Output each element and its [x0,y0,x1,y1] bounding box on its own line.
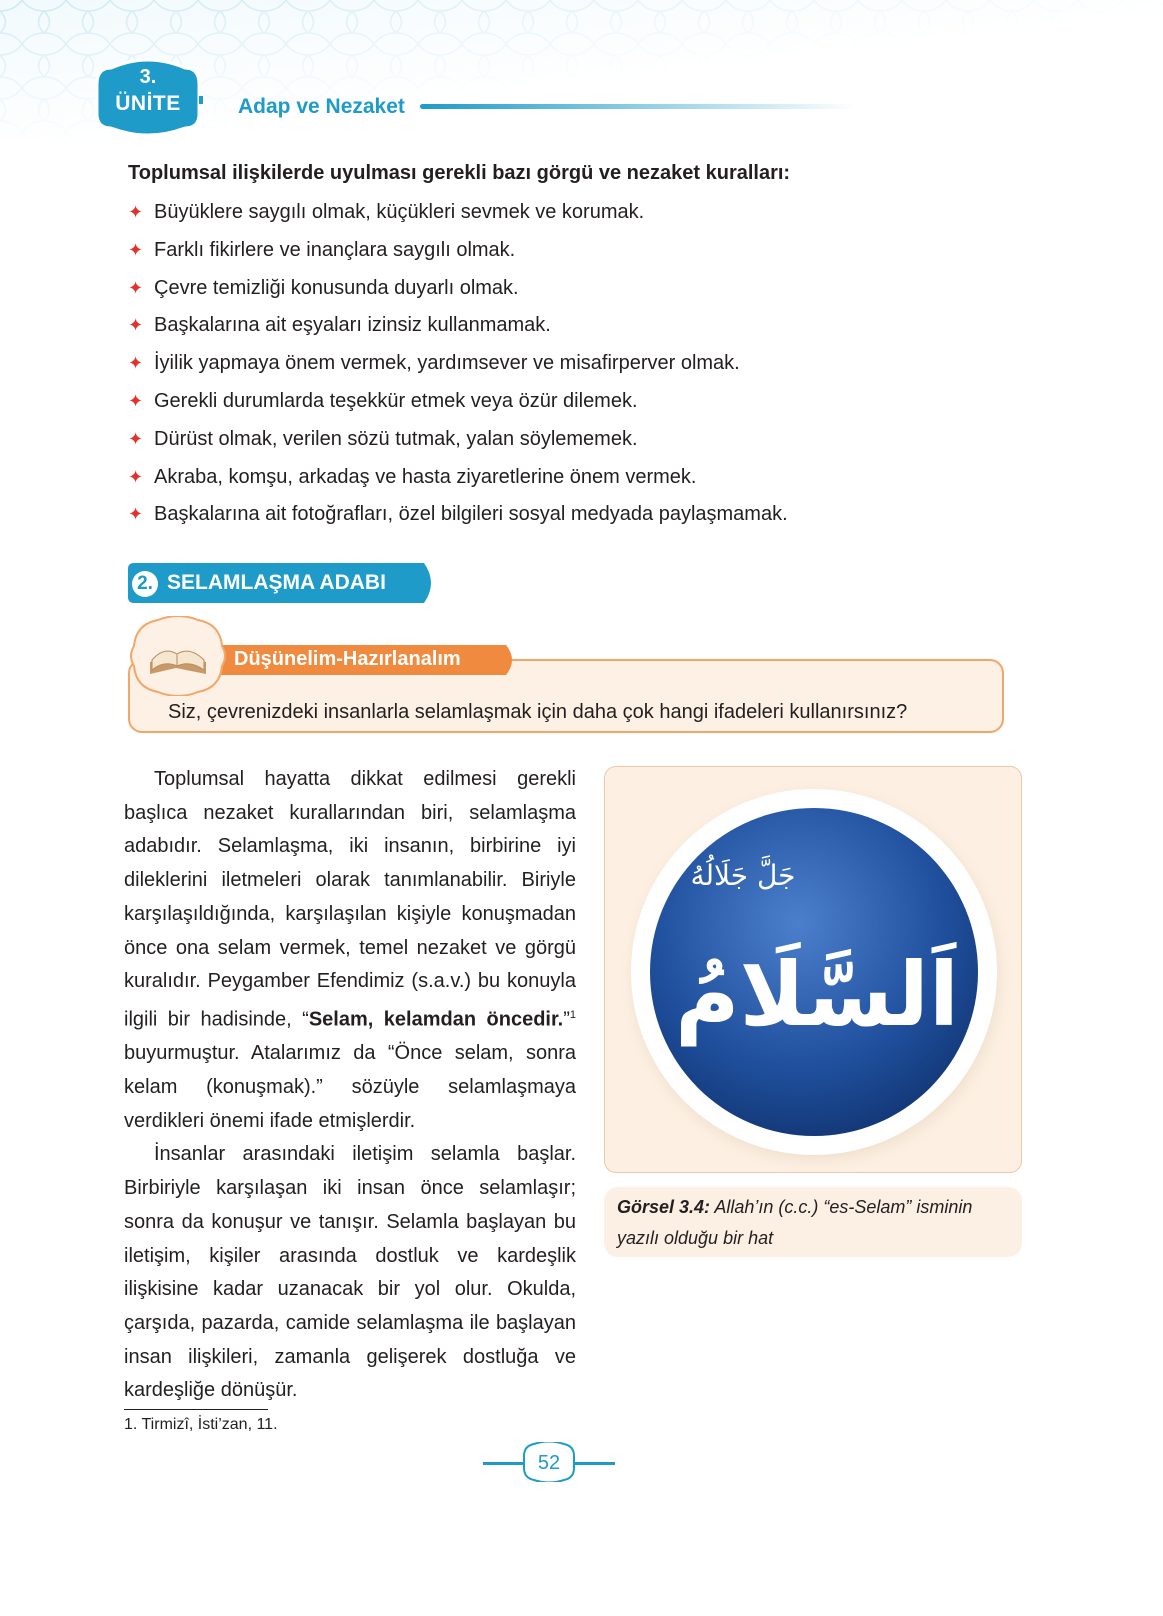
figure-image [604,766,1022,1173]
body-text [124,763,576,1408]
paragraph: İnsanlar arasındaki iletişim selamla başlar. Birbiriyle karşılaşan iki insan önce selamlaşır; sonra da konuşur ve tanışır. Selamla başlayan bu iletişim, kişiler arasında dostluk ve kardeşlik ilişkisine kadar uzanacak bir yol olur. Okulda, çarşıda, pazarda, camide selamlaşma ile başlayan insan ilişkileri, zamanla gelişerek dostluğa ve kardeşliğe dönüşür. [124,1143,576,1402]
star-bullet-icon: ✦ [128,202,144,222]
page-number: 52 [537,1452,561,1474]
star-bullet-icon: ✦ [128,353,144,374]
list-item: ✦ Başkalarına ait eşyaları izinsiz kullanmamak. [128,314,551,337]
hadith-quote: Selam, kelamdan öncedir. [308,1008,564,1031]
caption-text: Allah’ın (c.c.) “es-Selam” isminin yazılı olduğu bir hat [617,1197,973,1248]
unit-number: 3. [139,66,157,88]
page-line-left [483,1462,525,1465]
section-number: 2. [132,571,158,597]
rules-list [128,200,788,540]
list-item: ✦ Akraba, komşu, arkadaş ve hasta ziyaretlerine önem vermek. [128,465,697,488]
list-item: ✦ Başkalarına ait fotoğrafları, özel bilgileri sosyal medyada paylaşmamak. [128,503,788,526]
footnote: 1. Tirmizî, İsti’zan, 11. [124,1416,278,1433]
list-item: ✦ İyilik yapmaya önem vermek, yardımsever ve misafirperver olmak. [128,352,740,375]
think-question: Siz, çevrenizdeki insanlarla selamlaşmak için daha çok hangi ifadeleri kullanırsınız? [168,701,908,723]
footnote-divider [124,1409,268,1410]
star-bullet-icon: ✦ [128,315,144,336]
unit-title-line [420,104,856,109]
unit-title: Adap ve Nezaket [238,95,405,118]
star-bullet-icon: ✦ [128,466,144,487]
footnote-ref: 1 [569,1008,577,1021]
list-item: ✦ Farklı fikirlere ve inançlara saygılı olmak. [128,238,516,261]
list-item: ✦ Gerekli durumlarda teşekkür etmek veya özür dilemek. [128,389,638,412]
calligraphy-small: جَلَّ جَلَالُهُ [690,859,796,892]
star-bullet-icon: ✦ [128,277,144,298]
star-bullet-icon: ✦ [128,428,144,449]
star-bullet-icon: ✦ [128,390,144,411]
calligraphy-main: اَلسَّلَامُ [674,943,960,1046]
caption-label: Görsel 3.4: [617,1197,711,1217]
rules-heading: Toplumsal ilişkilerde uyulması gerekli bazı görgü ve nezaket kuralları: [128,162,791,184]
star-bullet-icon: ✦ [128,504,144,525]
think-label: Düşünelim-Hazırlanalım [234,648,461,670]
page-line-right [573,1462,615,1465]
figure-caption [604,1187,1022,1257]
medallion-image [605,767,1023,1174]
open-book-icon [128,616,228,696]
unit-word: ÜNİTE [115,92,181,115]
section-title: SELAMLAŞMA ADABI [167,571,386,594]
list-item: ✦ Büyüklere saygılı olmak, küçükleri sevmek ve korumak. [128,201,645,223]
list-item: ✦ Çevre temizliği konusunda duyarlı olmak. [128,276,519,299]
paragraph: Toplumsal hayatta dikkat edilmesi gerekli başlıca nezaket kurallarından biri, selamlaşma adabıdır. Selamlaşma, iki insanın, birbirine iyi dileklerini iletmeleri olarak tanımlanabilir. Biriyle karşılaşıldığında, karşılaşılan kişiyle konuşmadan önce ona selam vermek, temel nezaket ve görgü kuralıdır. Peygamber Efendimiz (s.a.v.) bu konuyla ilgili bir hadisinde, “Selam, kelamdan öncedir.”$^1$ buyurmuştur. Atalarımız da “Önce selam, sonra kelam (konuşmak).” sözüyle selamlaşmaya verdikleri önemi ifade etmişlerdir. [124,768,577,1132]
list-item: ✦ Dürüst olmak, verilen sözü tutmak, yalan söylememek. [128,427,638,450]
star-bullet-icon: ✦ [128,239,144,260]
